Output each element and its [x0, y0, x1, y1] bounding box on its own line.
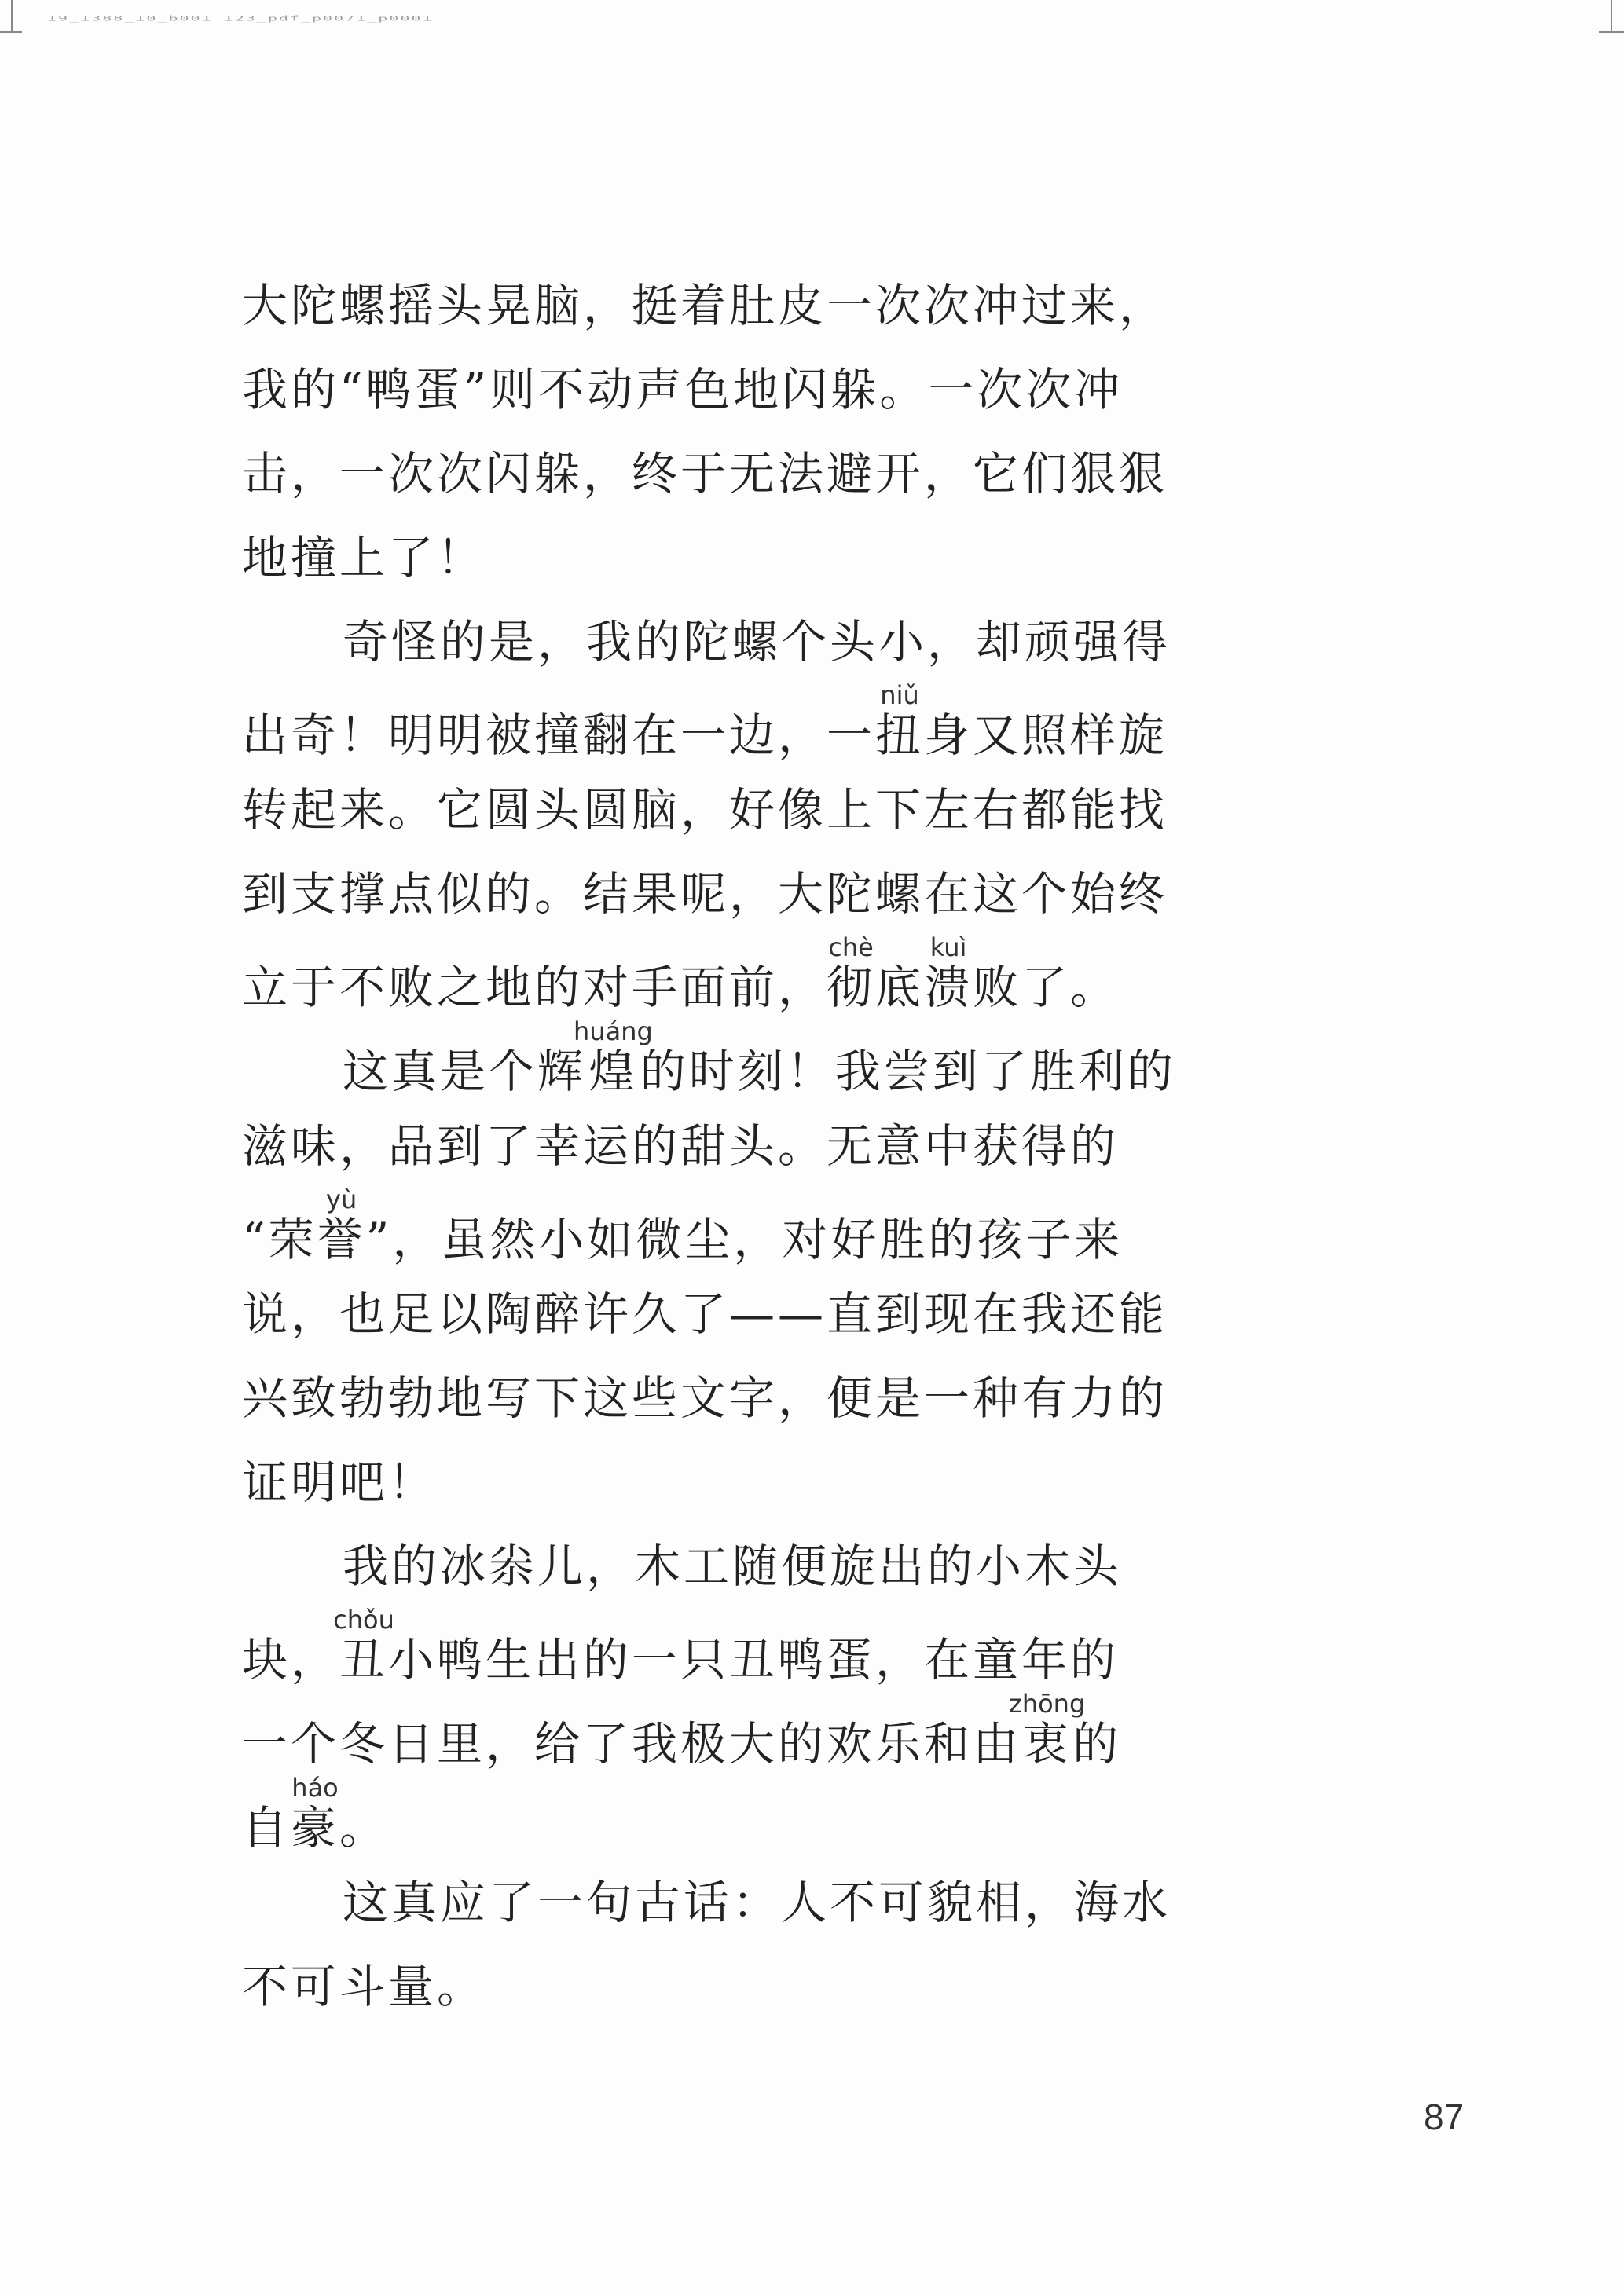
print-header-code: 19_1388_10_b001 123_pdf_p0071_p0001 [47, 14, 434, 23]
crop-mark-top-left [0, 31, 22, 33]
text-segment: 。 [339, 1801, 389, 1855]
crop-mark-top-right [1599, 31, 1624, 33]
text-segment: 一个冬日里，给了我极大的欢乐和由 [242, 1717, 1022, 1771]
crop-mark-top-left-v [11, 0, 13, 31]
pinyin-annotation: niǔ [875, 680, 925, 710]
crop-mark-top-right-v [1611, 0, 1612, 31]
pinyin-annotation: háo [291, 1773, 340, 1803]
text-line: 转起来。它圆头圆脑，好像上下左右都能找 [242, 783, 1168, 837]
pinyin-annotation: kuì [924, 932, 973, 962]
pinyin-annotation: chǒu [333, 1605, 394, 1635]
pinyin-annotation: yù [317, 1185, 366, 1214]
text-line: 说，也足以陶醉许久了——直到现在我还能 [242, 1287, 1168, 1341]
text-line [242, 1773, 1153, 1861]
text-line [242, 680, 1168, 768]
text-line [242, 1605, 1153, 1693]
text-segment: 小鸭生出的一只丑鸭蛋，在童年的 [388, 1633, 1120, 1686]
page-body-text [242, 264, 1176, 2029]
pinyin-annotated-char: 溃kuì [924, 932, 973, 1014]
text-segment: 的时刻！我尝到了胜利的 [640, 1045, 1176, 1098]
text-line: 滋味，品到了幸运的甜头。无意中获得的 [242, 1119, 1120, 1173]
text-line: 奇怪的是，我的陀螺个头小，却顽强得 [343, 615, 1171, 668]
text-line [242, 932, 1153, 1020]
pinyin-annotated-char: 衷zhōng [1009, 1689, 1086, 1771]
text-segment: 出奇！明明被撞翻在一边，一 [242, 709, 876, 762]
text-line: 地撞上了！ [242, 531, 486, 584]
text-line: 到支撑点似的。结果呢，大陀螺在这个始终 [242, 867, 1168, 921]
text-line: 大陀螺摇头晃脑，挺着肚皮一次次冲过来， [242, 279, 1168, 332]
text-line: 这真应了一句古话：人不可貌相，海水 [343, 1876, 1171, 1929]
pinyin-annotation: chè [827, 932, 876, 962]
text-line: 我的“鸭蛋”则不动声色地闪躲。一次次冲 [242, 363, 1124, 416]
text-line: 击，一次次闪躲，终于无法避开，它们狠狠 [242, 447, 1168, 500]
pinyin-annotation: zhōng [1009, 1689, 1086, 1719]
pinyin-annotated-char: 誉yù [317, 1185, 366, 1266]
pinyin-annotation: huáng [574, 1016, 653, 1046]
pinyin-annotated-char: 扭niǔ [875, 680, 925, 762]
pinyin-annotated-char: 煌huáng [574, 1016, 653, 1098]
text-segment: 身又照样旋 [924, 709, 1168, 762]
text-segment: 败了。 [973, 961, 1120, 1014]
text-segment: 块， [242, 1633, 340, 1686]
text-line [242, 1016, 1176, 1104]
text-segment: 立于不败之地的对手面前， [242, 961, 827, 1014]
pinyin-annotated-char: 豪háo [291, 1773, 340, 1855]
pinyin-annotated-char: 底 [875, 961, 925, 1014]
pinyin-annotated-char: 彻chè [827, 932, 876, 1014]
text-line: 我的冰尜儿，木工随便旋出的小木头 [343, 1540, 1123, 1593]
pinyin-annotated-char: 丑chǒu [333, 1605, 394, 1686]
text-segment: 这真是个辉 [343, 1045, 587, 1098]
text-segment: ”，虽然小如微尘，对好胜的孩子来 [365, 1213, 1124, 1266]
text-segment: “荣 [242, 1213, 317, 1266]
text-line [242, 1185, 1153, 1273]
text-segment: 的 [1072, 1717, 1122, 1771]
text-line: 兴致勃勃地写下这些文字，便是一种有力的 [242, 1371, 1168, 1425]
page-number: 87 [1424, 2096, 1465, 2137]
text-line: 证明吧！ [242, 1456, 438, 1509]
text-line: 不可斗量。 [242, 1960, 486, 2013]
text-line [242, 1689, 1153, 1777]
text-segment: 自 [242, 1801, 291, 1855]
